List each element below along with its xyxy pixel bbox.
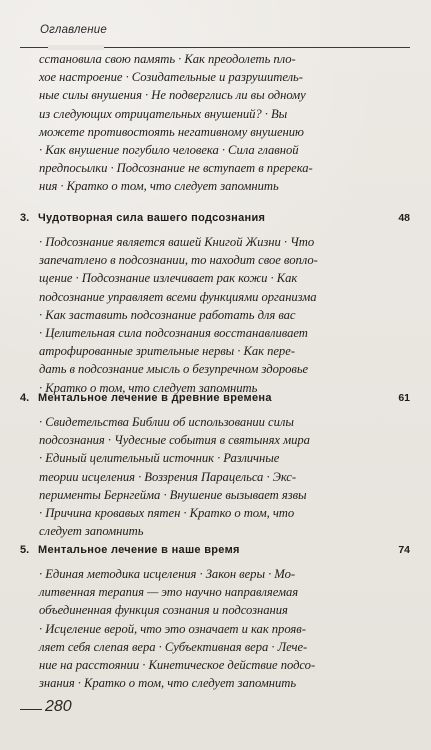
- toc-line: дать в подсознание мысль о безупречном здоровье: [39, 362, 309, 377]
- toc-line: следует запомнить: [39, 524, 144, 539]
- chapter-page: 48: [398, 212, 410, 224]
- toc-line: · Причина кровавых пятен · Кратко о том, что: [39, 506, 295, 521]
- toc-line: предпосылки · Подсознание не вступает в пререка-: [39, 161, 313, 176]
- chapter-lines: [20, 233, 410, 397]
- chapter-title: Ментальное лечение в древние времена: [38, 392, 272, 404]
- section-title: Оглавление: [40, 24, 107, 36]
- chapter-number: 5.: [20, 544, 30, 556]
- chapter-page: 61: [398, 392, 410, 404]
- chapter-number: 3.: [20, 212, 30, 224]
- toc-line: · Как внушение погубило человека · Сила главной: [39, 143, 299, 158]
- toc-line: литвенная терапия — это научно направляемая: [39, 585, 299, 600]
- page-number: 280: [45, 698, 72, 715]
- toc-line: перименты Бернгейма · Внушение вызывает язвы: [39, 487, 307, 502]
- toc-line: ные силы внушения · Не подверглись ли вы одному: [39, 88, 306, 103]
- chapter-3: [20, 212, 410, 397]
- toc-line: · Как заставить подсознание работать для вас: [39, 307, 296, 322]
- toc-line: подсознания · Чудесные события в святынях мира: [39, 433, 310, 448]
- chapter-heading: [20, 392, 410, 412]
- toc-line: объединенная функция сознания и подсознания: [39, 603, 288, 618]
- toc-line: из следующих отрицательных внушений? · Вы: [39, 106, 288, 121]
- toc-line: атрофированные зрительные нервы · Как пере-: [39, 344, 295, 359]
- toc-line: хое настроение · Созидательные и разрушитель-: [39, 70, 303, 85]
- chapter-title: Чудотворная сила вашего подсознания: [38, 212, 266, 224]
- toc-line: подсознание управляет всеми функциями организма: [39, 289, 317, 304]
- chapter-heading: [20, 544, 410, 564]
- toc-line: · Единая методика исцеления · Закон веры · Мо-: [39, 567, 296, 581]
- toc-line: щение · Подсознание излечивает рак кожи · Как: [39, 271, 298, 286]
- toc-line: ляет себя слепая вера · Субъективная вера · Лече-: [39, 639, 308, 654]
- toc-line: · Целительная сила подсознания восстанавливает: [39, 326, 308, 341]
- toc-line: ние на расстоянии · Кинетическое действие подсо-: [39, 658, 316, 673]
- toc-line: · Свидетельства Библии об использовании силы: [39, 415, 294, 429]
- chapter-number: 4.: [20, 392, 30, 404]
- chapter-4: [20, 392, 410, 540]
- toc-intro: [20, 50, 410, 196]
- chapter-heading: [20, 212, 410, 232]
- toc-line: · Исцеление верой, что это означает и как прояв-: [39, 621, 306, 636]
- chapter-5: [20, 544, 410, 692]
- footer-rule: [20, 709, 42, 710]
- toc-line: · Кратко о том, что следует запомнить: [39, 380, 258, 395]
- intro-lines: [20, 50, 410, 196]
- page-footer: [20, 697, 140, 721]
- toc-line: теории исцеления · Воззрения Парацельса · Экс-: [39, 469, 296, 484]
- toc-line: · Подсознание является вашей Книгой Жизни · Что: [39, 235, 315, 249]
- chapter-lines: [20, 413, 410, 540]
- chapter-page: 74: [398, 544, 410, 556]
- toc-line: ния · Кратко о том, что следует запомнить: [39, 179, 279, 194]
- chapter-title: Ментальное лечение в наше время: [38, 544, 240, 556]
- toc-line: · Единый целительный источник · Различные: [39, 451, 280, 466]
- chapter-lines: [20, 565, 410, 692]
- toc-line: знания · Кратко о том, что следует запомнить: [39, 676, 297, 691]
- toc-line: запечатлено в подсознании, то находит свое вопло-: [39, 253, 318, 268]
- toc-line: можете противостоять негативному внушению: [39, 124, 304, 139]
- running-header: [20, 18, 410, 42]
- toc-line: сстановила свою память · Как преодолеть пло-: [39, 52, 296, 66]
